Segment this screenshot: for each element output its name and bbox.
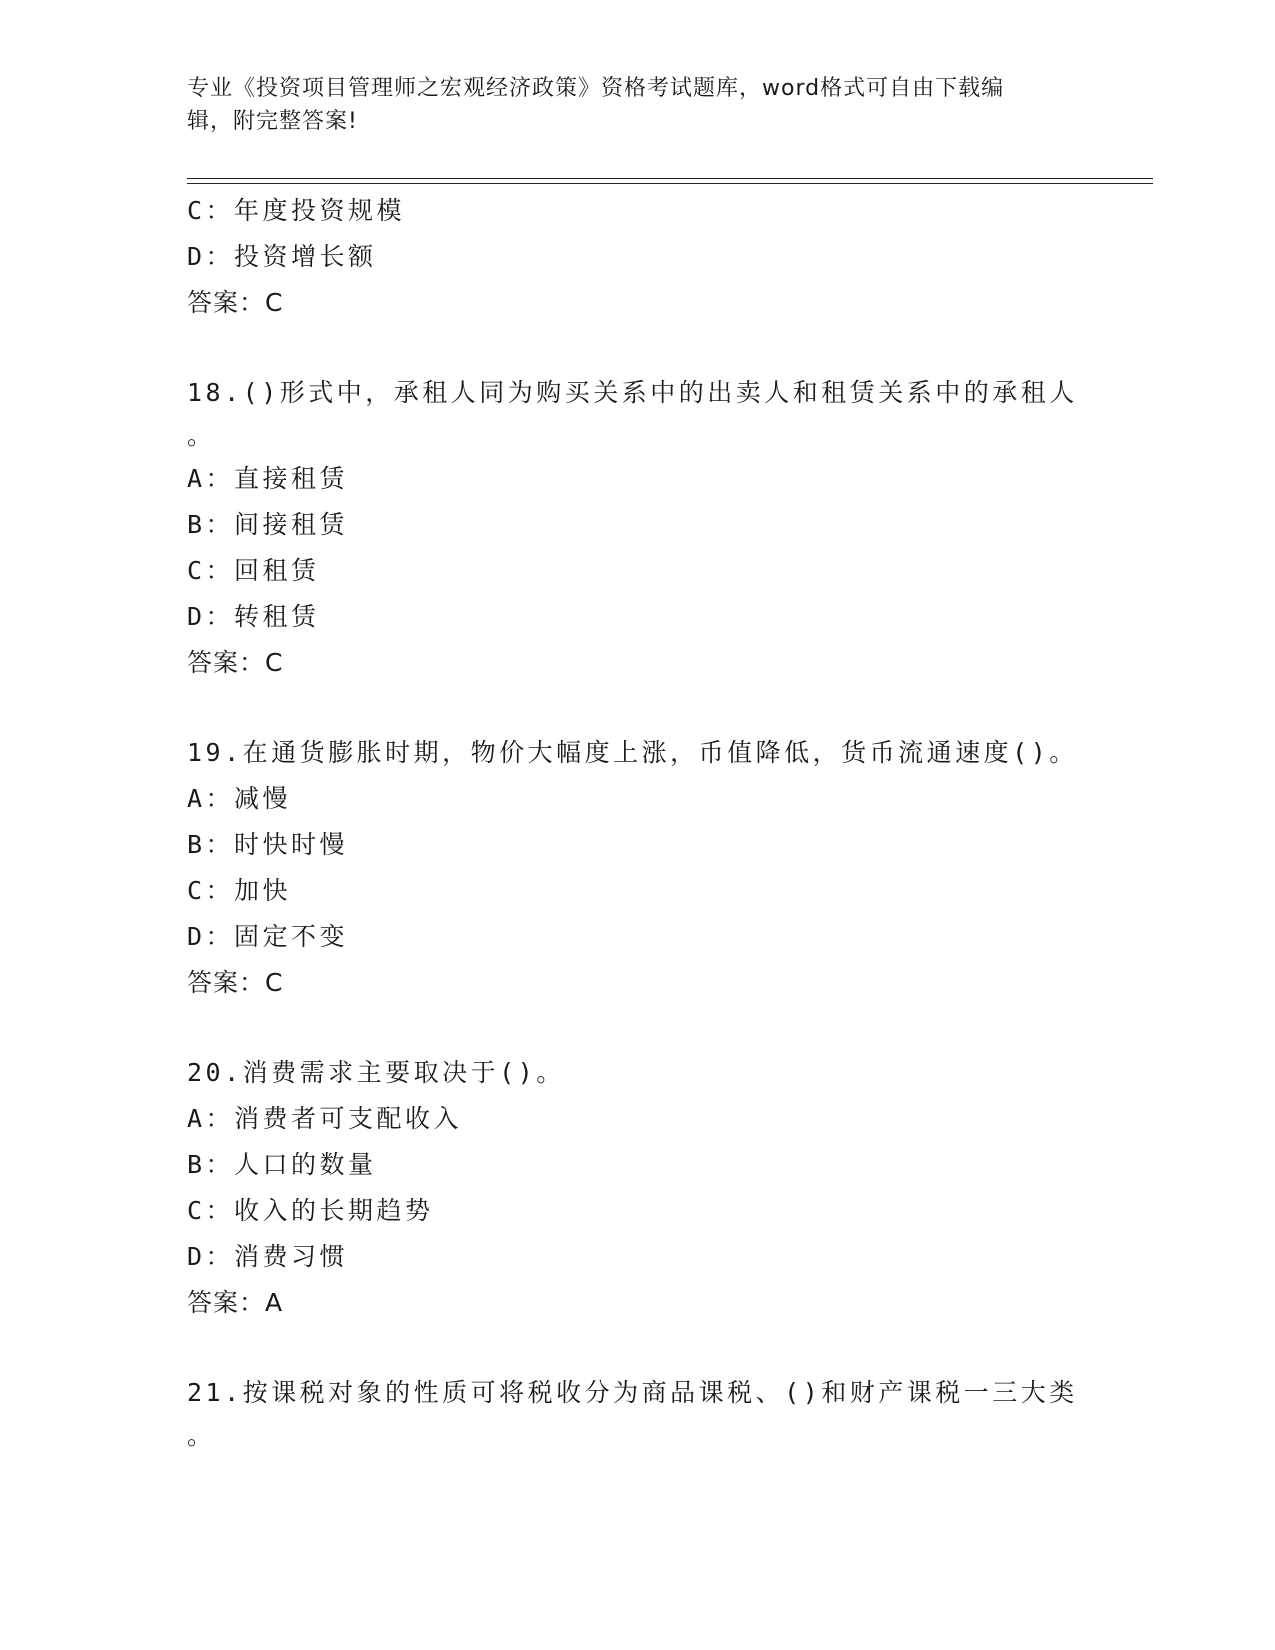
- header-rule-bottom: [187, 183, 1153, 184]
- option-c: C：加快: [187, 876, 292, 905]
- question-17-tail: [187, 188, 1087, 326]
- option-c: C：年度投资规模: [187, 196, 406, 225]
- option-d: D：消费习惯: [187, 1242, 349, 1271]
- document-header: [187, 72, 1067, 138]
- option-d: D：转租赁: [187, 602, 320, 631]
- option-b: B：时快时慢: [187, 830, 349, 859]
- option-d: D：固定不变: [187, 922, 349, 951]
- option-b: B：间接租赁: [187, 510, 349, 539]
- header-rule-top: [187, 178, 1153, 179]
- question-20: [187, 1050, 1087, 1326]
- answer-label: 答案：C: [187, 648, 284, 677]
- question-21: [187, 1370, 1087, 1456]
- question-stem-end: 。: [187, 421, 216, 450]
- question-stem-end: 。: [187, 1421, 216, 1450]
- option-d: D：投资增长额: [187, 242, 377, 271]
- answer-label: 答案：A: [187, 1288, 284, 1317]
- question-stem: 18.()形式中，承租人同为购买关系中的出卖人和租赁关系中的承租人: [187, 378, 1078, 407]
- question-18: [187, 370, 1087, 686]
- option-a: A：消费者可支配收入: [187, 1104, 463, 1133]
- question-stem: 19.在通货膨胀时期，物价大幅度上涨，币值降低，货币流通速度()。: [187, 738, 1078, 767]
- header-line-1: 专业《投资项目管理师之宏观经济政策》资格考试题库，word格式可自由下载编: [187, 76, 1005, 101]
- option-a: A：直接租赁: [187, 464, 349, 493]
- option-c: C：回租赁: [187, 556, 320, 585]
- question-stem: 21.按课税对象的性质可将税收分为商品课税、()和财产课税一三大类: [187, 1378, 1078, 1407]
- option-b: B：人口的数量: [187, 1150, 377, 1179]
- answer-label: 答案：C: [187, 968, 284, 997]
- option-a: A：减慢: [187, 784, 292, 813]
- question-19: [187, 730, 1087, 1006]
- header-line-2: 辑，附完整答案!: [187, 109, 358, 134]
- option-c: C：收入的长期趋势: [187, 1196, 434, 1225]
- question-list: [187, 188, 1087, 1456]
- question-stem: 20.消费需求主要取决于()。: [187, 1058, 565, 1087]
- answer-label: 答案：C: [187, 288, 284, 317]
